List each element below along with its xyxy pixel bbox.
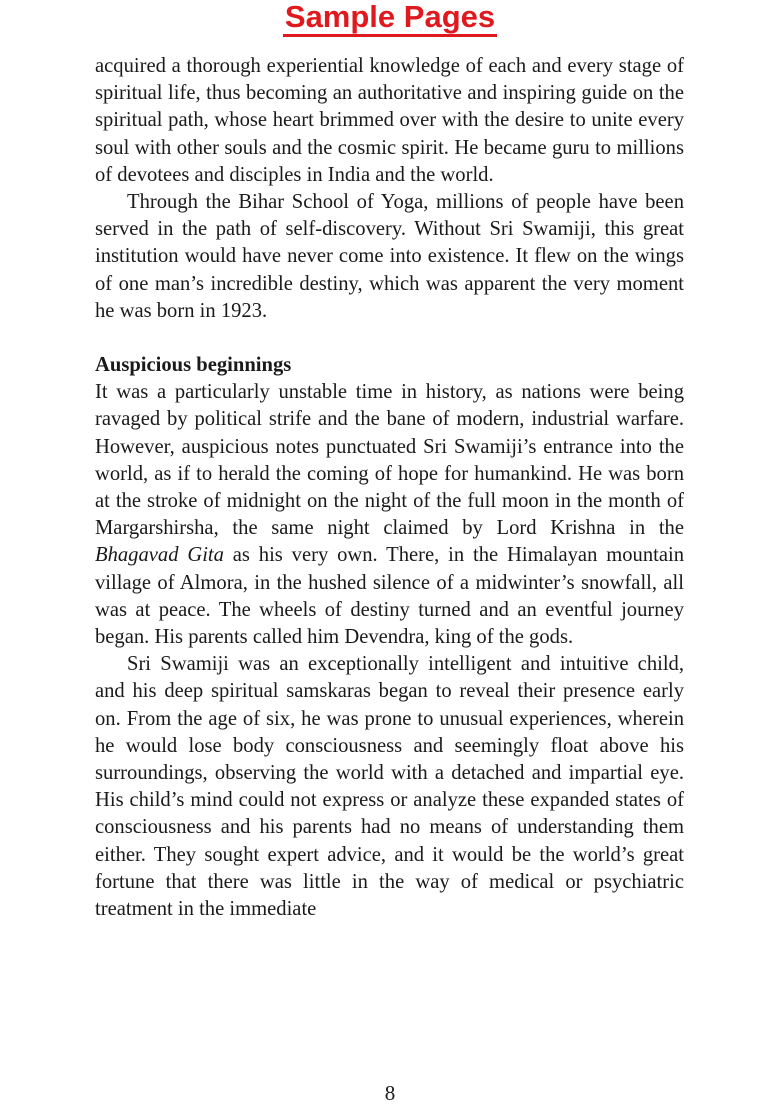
section-heading: Auspicious beginnings [95, 354, 292, 377]
sample-pages-banner [0, 0, 780, 37]
paragraph-1: acquired a thorough experiential knowledge of each and every stage of spiritual life, thus becoming an authoritative and inspiring guide on the spiritual path, whose heart brimmed over with the desire to unite every soul with other souls and the cosmic spirit. He became guru to millions of devotees and disciples in India and the world. [95, 55, 684, 186]
paragraph-3-text-after: as his very own. There, in the Himalayan mountain village of Almora, in the hushed silence of a midwinter’s snowfall, all was at peace. The wheels of destiny turned and an eventful journey began. His parents called him Devendra, king of the gods. [95, 544, 684, 649]
book-title-italic: Bhagavad Gita [95, 544, 224, 567]
page-body [95, 53, 684, 923]
paragraph-4: Sri Swamiji was an exceptionally intelligent and intuitive child, and his deep spiritual samskaras began to reveal their presence early on. From the age of six, he was prone to unusual experiences, wherein he would lose body consciousness and seemingly float above his surroundings, observing the world with a detached and impartial eye. His child’s mind could not express or analyze these expanded states of consciousness and his parents had no means of understanding them either. They sought expert advice, and it would be the world’s great fortune that there was little in the way of medical or psychiatric treatment in the immediate [95, 653, 684, 921]
paragraph-3 [95, 379, 684, 651]
paragraph-2: Through the Bihar School of Yoga, millions of people have been served in the path of self-discovery. Without Sri Swamiji, this great institution would have never come into existence. It flew on the wings of one man’s incredible destiny, which was apparent the very moment he was born in 1923. [95, 191, 684, 322]
paragraph-3-text-before: It was a particularly unstable time in history, as nations were being ravaged by political strife and the bane of modern, industrial warfare. However, auspicious notes punctuated Sri Swamiji’s entrance into the world, as if to herald the coming of hope for humankind. He was born at the stroke of midnight on the night of the full moon in the month of Margarshirsha, the same night claimed by Lord Krishna in the [95, 381, 684, 540]
page-number: 8 [384, 1081, 396, 1105]
banner-title: Sample Pages [283, 0, 497, 37]
